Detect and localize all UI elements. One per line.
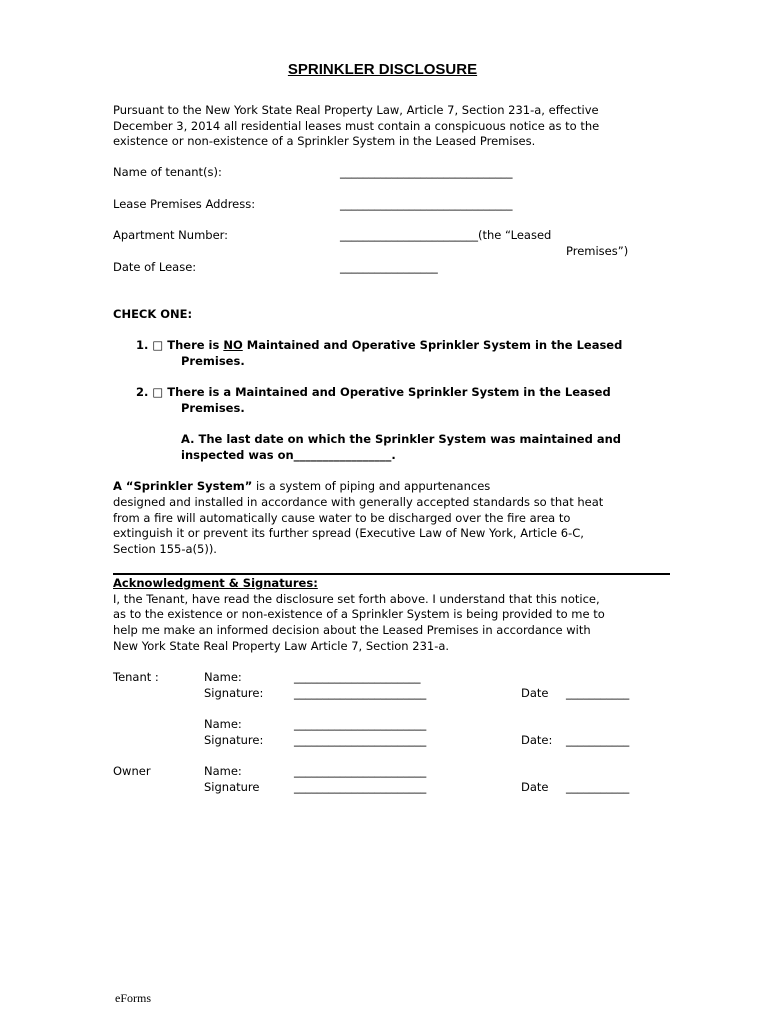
apartment-field[interactable]: ________________________(the “Leased	[340, 228, 552, 242]
acknowledgment-line-2: as to the existence or non-existence of a Sprinkler System is being provided to me to	[113, 607, 605, 621]
tenant-2-signature-field[interactable]: _______________________	[294, 733, 427, 747]
owner-name-field[interactable]: _______________________	[294, 764, 427, 778]
check-one-heading: CHECK ONE:	[113, 307, 193, 321]
acknowledgment-line-4: New York State Real Property Law Article 7, Section 231-a.	[113, 639, 450, 653]
name-label-2: Name:	[204, 717, 242, 731]
option-2a-inspection-date[interactable]: inspected was on_________________.	[181, 448, 396, 462]
option-1-rest: Maintained and Operative Sprinkler System in the Leased	[242, 338, 623, 352]
definition-term: A “Sprinkler System”	[113, 479, 253, 493]
name-label-3: Name:	[204, 764, 242, 778]
option-1[interactable]	[136, 338, 622, 354]
date-label-3: Date	[521, 780, 549, 794]
lease-date-field[interactable]: _________________	[340, 260, 438, 274]
option-2a: A. The last date on which the Sprinkler System was maintained and	[181, 432, 621, 446]
owner-date-field[interactable]: ___________	[566, 780, 630, 794]
tenant-1-name-field[interactable]: ______________________	[294, 670, 421, 684]
signature-label-3: Signature	[204, 780, 260, 794]
intro-line-2: December 3, 2014 all residential leases must contain a conspicuous notice as to the	[113, 119, 600, 133]
owner-signature-field[interactable]: _______________________	[294, 780, 427, 794]
definition-line-1	[113, 479, 490, 495]
section-divider	[113, 573, 670, 575]
owner-signature-label: Owner	[113, 764, 151, 778]
apartment-label: Apartment Number:	[113, 228, 229, 242]
date-label-2: Date:	[521, 733, 553, 747]
apartment-note: Premises”)	[566, 244, 629, 258]
acknowledgment-heading: Acknowledgment & Signatures:	[113, 576, 318, 590]
definition-line-3: from a fire will automatically cause water to be discharged over the fire area to	[113, 511, 571, 525]
option-1-prefix: 1. □ There is	[136, 338, 224, 352]
date-label-1: Date	[521, 686, 549, 700]
address-field[interactable]: ______________________________	[340, 197, 513, 211]
option-2-continuation: Premises.	[181, 401, 245, 415]
tenant-2-date-field[interactable]: ___________	[566, 733, 630, 747]
option-1-continuation: Premises.	[181, 354, 245, 368]
tenant-signature-label: Tenant :	[113, 670, 159, 684]
acknowledgment-line-3: help me make an informed decision about the Leased Premises in accordance with	[113, 623, 591, 637]
intro-line-3: existence or non-existence of a Sprinkler System in the Leased Premises.	[113, 134, 536, 148]
name-label-1: Name:	[204, 670, 242, 684]
signature-label-1: Signature:	[204, 686, 264, 700]
tenant-name-label: Name of tenant(s):	[113, 165, 222, 179]
tenant-2-name-field[interactable]: _______________________	[294, 717, 427, 731]
definition-line-2: designed and installed in accordance with generally accepted standards so that heat	[113, 495, 604, 509]
definition-line-5: Section 155-a(5)).	[113, 542, 217, 556]
address-label: Lease Premises Address:	[113, 197, 256, 211]
intro-line-1: Pursuant to the New York State Real Property Law, Article 7, Section 231-a, effective	[113, 103, 599, 117]
tenant-1-signature-field[interactable]: _______________________	[294, 686, 427, 700]
definition-line-1-rest: is a system of piping and appurtenances	[252, 479, 491, 493]
signature-label-2: Signature:	[204, 733, 264, 747]
page-title: SPRINKLER DISCLOSURE	[287, 61, 478, 78]
tenant-name-field[interactable]: ______________________________	[340, 165, 513, 179]
lease-date-label: Date of Lease:	[113, 260, 197, 274]
tenant-1-date-field[interactable]: ___________	[566, 686, 630, 700]
definition-line-4: extinguish it or prevent its further spread (Executive Law of New York, Article 6-C,	[113, 526, 584, 540]
option-1-no: NO	[223, 338, 243, 352]
footer-brand: eForms	[115, 991, 151, 1005]
acknowledgment-line-1: I, the Tenant, have read the disclosure set forth above. I understand that this notice,	[113, 592, 600, 606]
option-2[interactable]: 2. □ There is a Maintained and Operative Sprinkler System in the Leased	[136, 385, 611, 399]
